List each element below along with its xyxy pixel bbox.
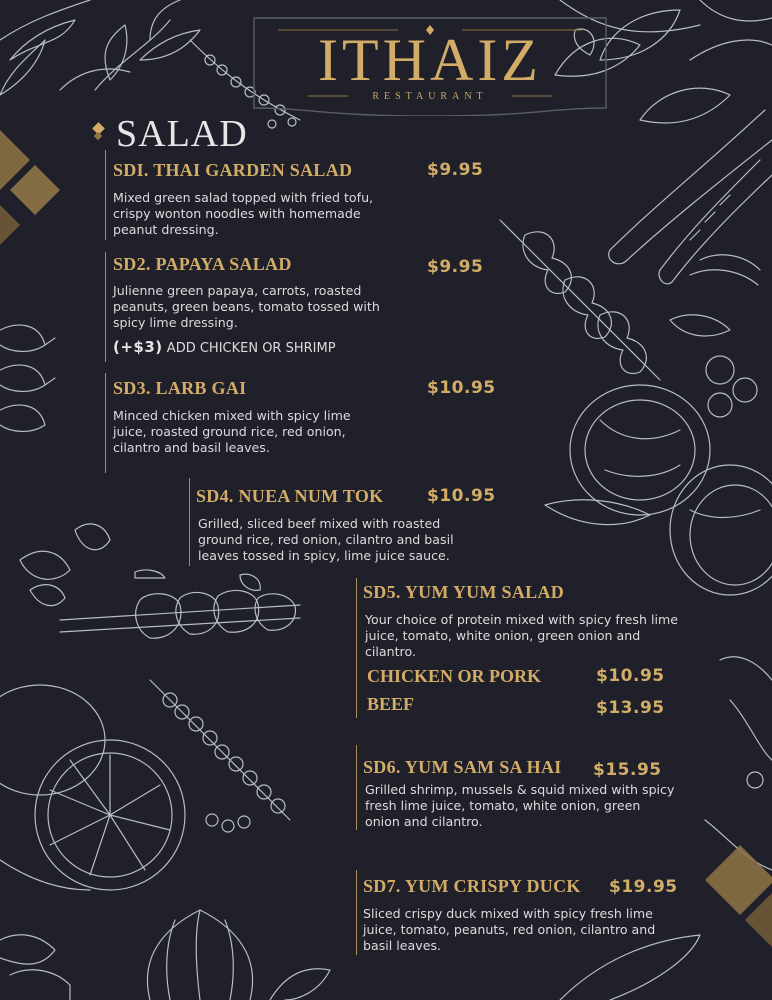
item-name-sd1: SDI. THAI GARDEN SALAD (113, 160, 353, 180)
item-price-sd4: $10.95 (427, 486, 496, 506)
item-description-sd1: Mixed green salad topped with fried tofu, crispy wonton noodles with homemade peanut dressing. (113, 190, 374, 237)
item-divider-line (105, 252, 106, 362)
item-divider-line (189, 478, 190, 566)
item-divider-line (356, 745, 357, 830)
item-name-sd7: SD7. YUM CRISPY DUCK (363, 876, 581, 896)
item-description-sd2: Julienne green papaya, carrots, roasted peanuts, green beans, tomato tossed with spicy lime dressing. (113, 283, 380, 330)
item-price-sd7: $19.95 (609, 877, 678, 897)
item-name-sd5: SD5. YUM YUM SALAD (363, 582, 565, 602)
item-description-sd6: Grilled shrimp, mussels & squid mixed with spicy fresh lime juice, tomato, white onion, green onion and cilantro. (365, 782, 675, 829)
peppercorn-sprig-icon (150, 680, 290, 832)
addon-text: ADD CHICKEN OR SHRIMP (166, 341, 336, 356)
option-price-beef: $13.95 (596, 698, 665, 718)
item-description-sd4: Grilled, sliced beef mixed with roasted ground rice, red onion, cilantro and basil leaves tossed in spicy, lime juice sauce. (198, 516, 454, 563)
option-price-chicken-or-pork: $10.95 (596, 666, 665, 686)
item-divider-line (356, 870, 357, 955)
addon-price: (+$3) (113, 338, 163, 356)
addon-line (113, 338, 336, 356)
item-divider-line (356, 578, 357, 718)
coconut-icon (545, 356, 772, 595)
garlic-icon (0, 910, 330, 1000)
restaurant-subtitle: RESTAURANT (372, 91, 488, 102)
item-price-sd3: $10.95 (427, 378, 496, 398)
restaurant-name: ITHAIZ (318, 27, 542, 93)
item-description-sd7: Sliced crispy duck mixed with spicy fresh lime juice, tomato, peanuts, red onion, cilantro and basil leaves. (363, 906, 656, 953)
lemongrass-icon (609, 110, 772, 284)
lime-slice-icon (0, 685, 185, 890)
section-title: SALAD (116, 113, 248, 155)
item-price-sd1: $9.95 (427, 160, 484, 180)
item-price-sd6: $15.95 (593, 760, 662, 780)
option-name-beef: BEEF (367, 694, 415, 714)
item-name-sd6: SD6. YUM SAM SA HAI (363, 757, 562, 777)
item-price-sd2: $9.95 (427, 257, 484, 277)
chili-icon (0, 325, 55, 431)
item-description-sd5: Your choice of protein mixed with spicy fresh lime juice, tomato, white onion, green onion and cilantro. (365, 612, 678, 659)
item-divider-line (105, 373, 106, 473)
option-name-chicken-or-pork: CHICKEN OR PORK (367, 666, 542, 686)
herb-sprig-icon (0, 0, 200, 95)
item-name-sd4: SD4. NUEA NUM TOK (196, 486, 384, 506)
item-description-sd3: Minced chicken mixed with spicy lime juice, roasted ground rice, red onion, cilantro and basil leaves. (113, 408, 351, 455)
item-divider-line (105, 150, 106, 240)
item-name-sd3: SD3. LARB GAI (113, 378, 247, 398)
item-name-sd2: SD2. PAPAYA SALAD (113, 254, 292, 274)
